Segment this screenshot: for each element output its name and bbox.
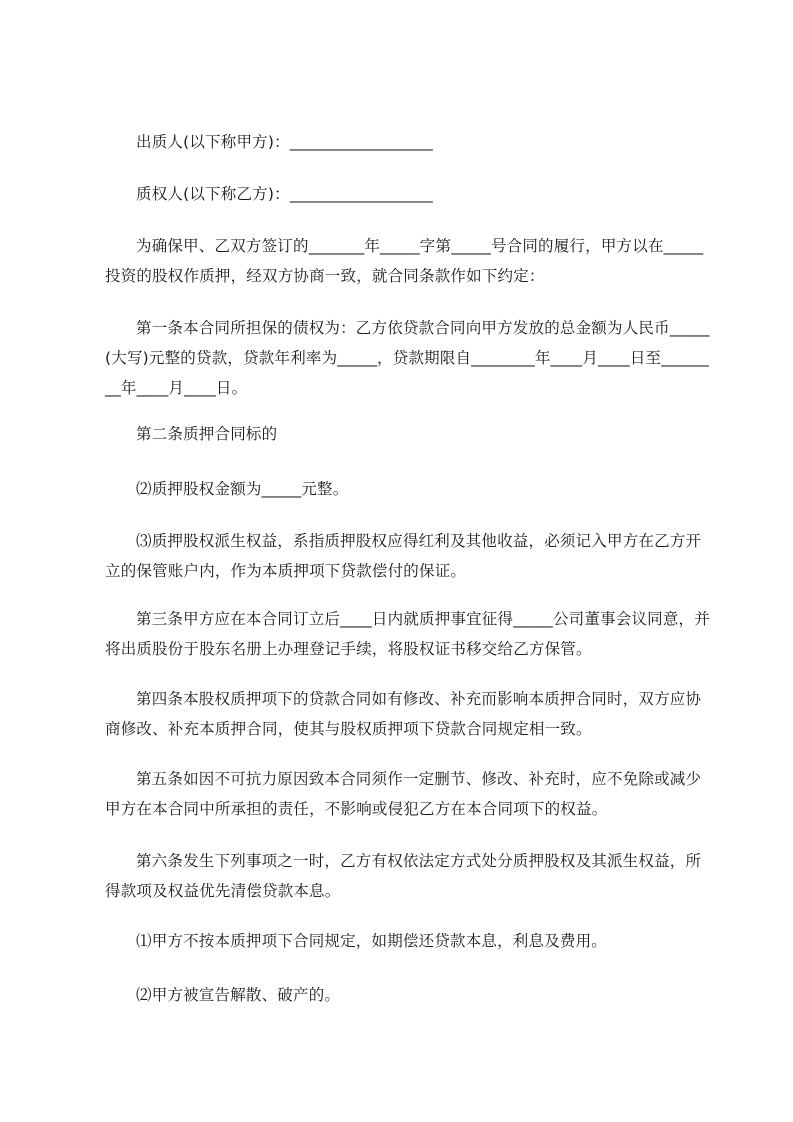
pledgor-line: 出质人(以下称甲方)：__________________: [136, 133, 433, 151]
article-5-paragraph: 第五条如因不可抗力原因致本合同须作一定删节、修改、补充时，应不免除或减少甲方在本合同中所承担的责任，不影响或侵犯乙方在本合同项下的权益。: [105, 770, 702, 818]
article-6-paragraph: 第六条发生下列事项之一时，乙方有权依法定方式处分质押股权及其派生权益，所得款项及权益优先清偿贷款本息。: [105, 852, 702, 900]
article-3-paragraph: 第三条甲方应在本合同订立后____日内就质押事宜征得_____公司董事会议同意，并将出质股份于股东名册上办理登记手续，将股权证书移交给乙方保管。: [105, 610, 710, 658]
pledgee-line: 质权人(以下称乙方)：__________________: [136, 185, 433, 203]
article-2-item-2: ⑵质押股权金额为_____元整。: [136, 480, 349, 498]
article-6-item-2: ⑵甲方被宣告解散、破产的。: [136, 986, 341, 1004]
article-4-paragraph: 第四条本股权质押项下的贷款合同如有修改、补充而影响本质押合同时，双方应协商修改、补充本质押合同，使其与股权质押项下贷款合同规定相一致。: [105, 690, 702, 738]
article-6-item-1: ⑴甲方不按本质押项下合同规定，如期偿还贷款本息，利息及费用。: [136, 932, 608, 950]
article-2-heading: 第二条质押合同标的: [136, 425, 278, 443]
article-1-paragraph: 第一条本合同所担保的债权为：乙方依贷款合同向甲方发放的总金额为人民币_____(大写)元整的贷款，贷款年利率为_____，贷款期限自________年____月____日至________年____月____日。: [105, 319, 710, 397]
article-2-item-3: ⑶质押股权派生权益，系指质押股权应得红利及其他收益，必须记入甲方在乙方开立的保管账户内，作为本质押项下贷款偿付的保证。: [105, 532, 702, 580]
preamble-paragraph: 为确保甲、乙双方签订的_______年_____字第_____号合同的履行，甲方以在_____投资的股权作质押，经双方协商一致，就合同条款作如下约定：: [105, 237, 704, 285]
